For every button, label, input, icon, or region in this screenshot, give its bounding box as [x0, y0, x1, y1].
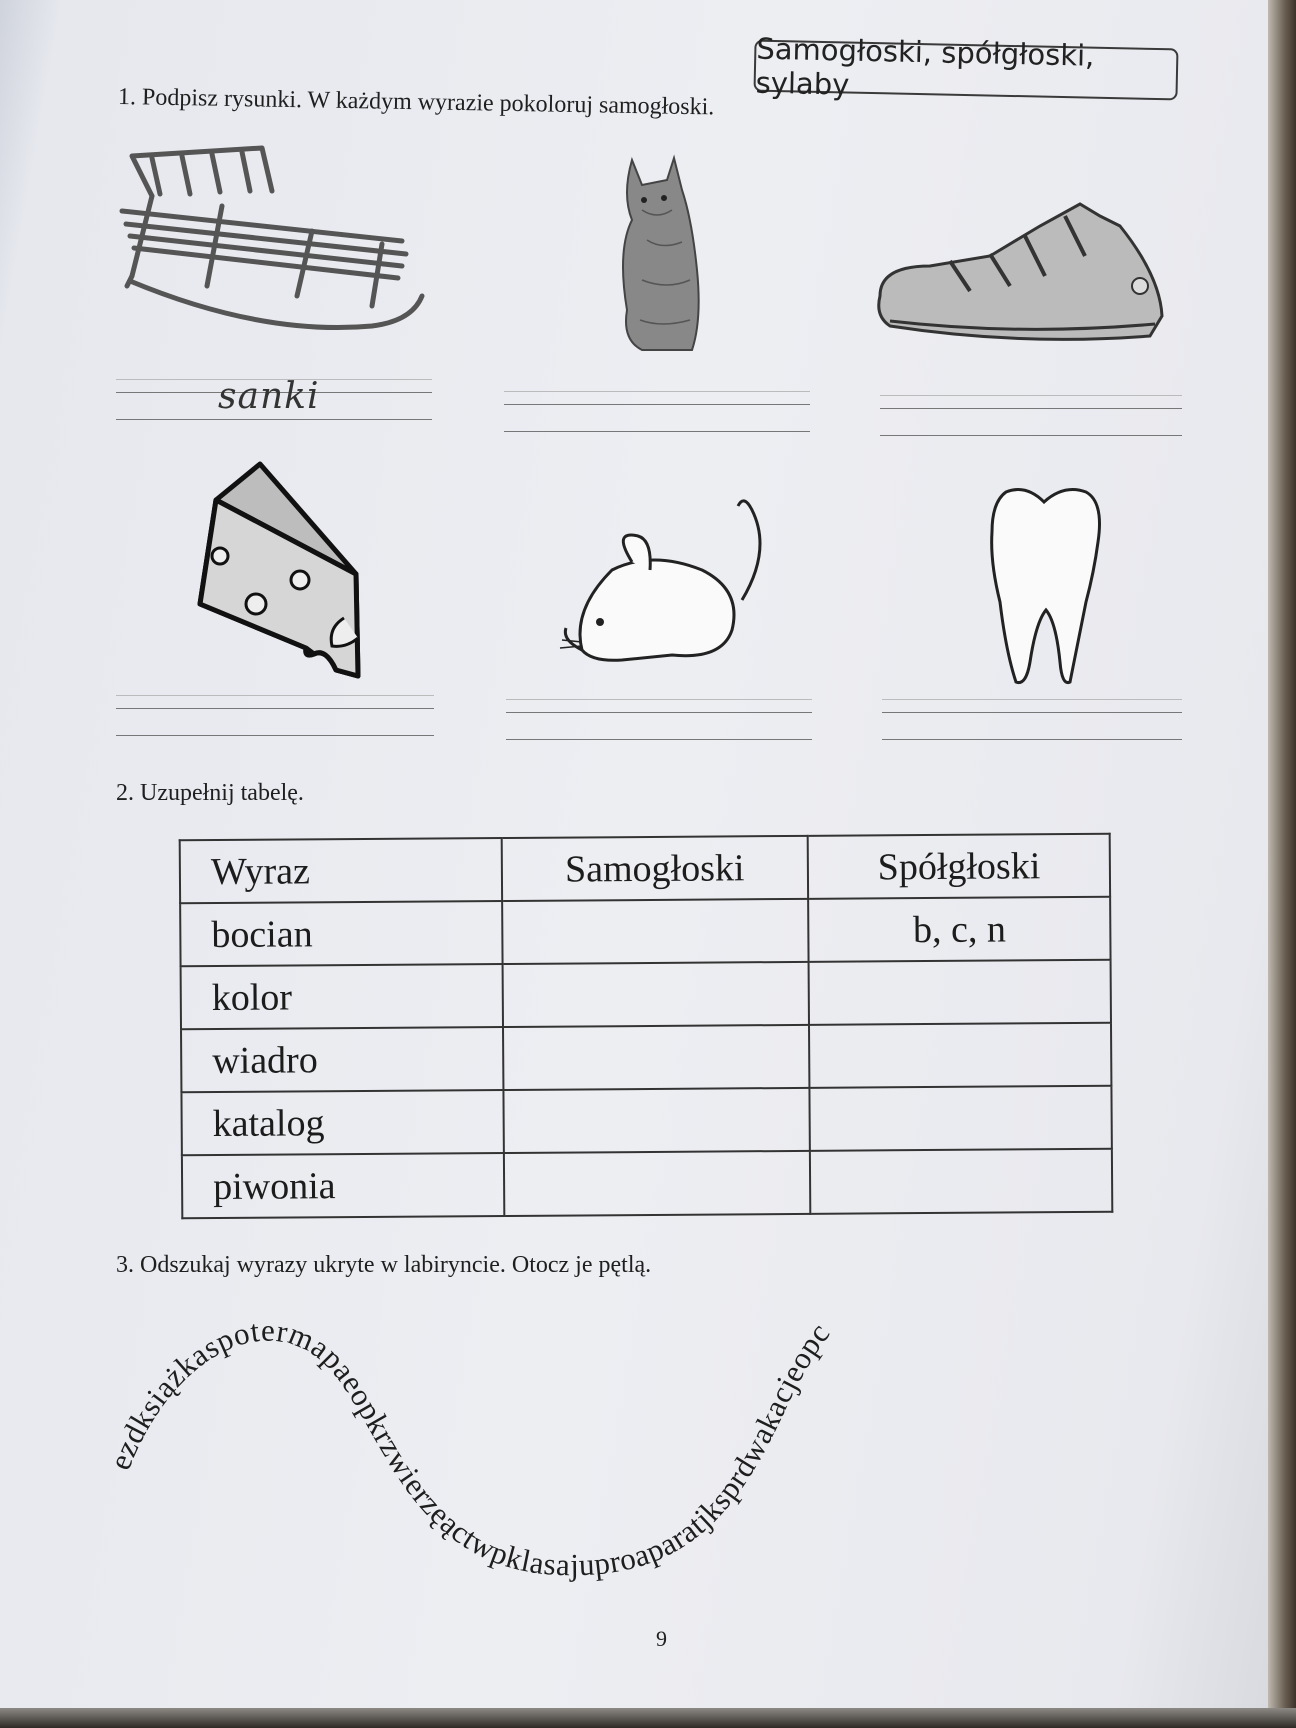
word-cell: kolor [181, 964, 503, 1029]
page-number: 9 [656, 1626, 667, 1651]
word-cell: wiadro [181, 1027, 503, 1092]
word-cell: bocian [180, 901, 502, 966]
word-cell: katalog [181, 1090, 503, 1155]
table-header: Wyraz [180, 838, 502, 903]
svg-text:ezdksiążkaspotermapaeopkrzwier [102, 1313, 837, 1583]
task-2-instruction: 2. Uzupełnij tabelę. [116, 780, 304, 806]
word-cell: piwonia [182, 1153, 504, 1218]
consonants-cell[interactable]: b, c, n [808, 897, 1110, 962]
answer-1-text: sanki [218, 376, 320, 417]
maze-text: ezdksiążkaspotermapaeopkrzwierzęąctwpklasajuproaparatjksprdwakacjeopc [101, 1312, 837, 1583]
task-3-instruction: 3. Odszukaj wyrazy ukryte w labiryncie. Otocz je pętlą. [116, 1252, 652, 1278]
task-1-instruction: 1. Podpisz rysunki. W każdym wyrazie pokoloruj samogłoski. [117, 84, 715, 121]
table-header: Spółgłoski [808, 834, 1110, 899]
table-header: Samogłoski [501, 836, 808, 901]
section-title: Samogłoski, spółgłoski, sylaby [754, 40, 1179, 101]
